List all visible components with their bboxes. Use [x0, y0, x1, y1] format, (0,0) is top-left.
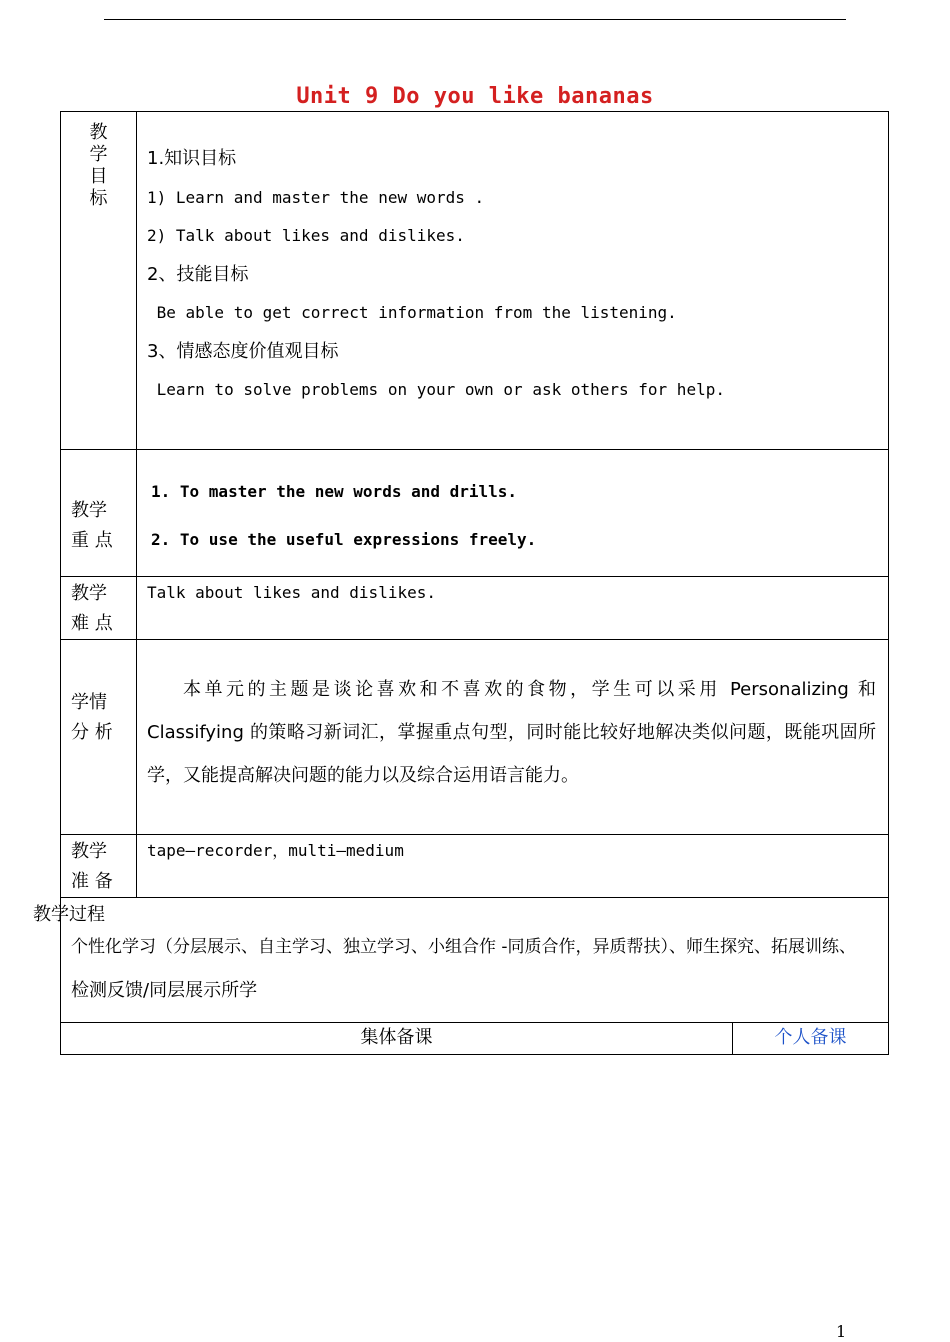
preparation-content: tape—recorder，multi—medium: [137, 835, 889, 898]
process-label: 教学过程: [33, 904, 105, 925]
header-rule: [104, 19, 846, 20]
key-points-label: 教学 重 点: [61, 450, 137, 577]
objective-line: 2、技能目标: [147, 263, 249, 285]
objectives-content: [137, 112, 889, 450]
objective-line: 2) Talk about likes and dislikes.: [147, 226, 465, 245]
objective-line: 3、情感态度价值观目标: [147, 340, 339, 362]
objective-line: 1) Learn and master the new words .: [147, 187, 485, 207]
personal-prep-header: 个人备课: [733, 1023, 889, 1055]
key-points-content: [137, 450, 889, 577]
analysis-text: 本单元的主题是谈论喜欢和不喜欢的食物，学生可以采用 Personalizing 和 Classifying 的策略习新词汇，掌握重点句型，同时能比较好地解决类似问题，既能巩固所学，又能提高解决问题的能力以及综合运用语言能力。: [147, 679, 876, 786]
page-number: 1: [836, 1322, 847, 1341]
objective-line: 1.知识目标: [147, 148, 237, 169]
objective-line: Be able to get correct information from the listening.: [147, 303, 677, 322]
row-analysis: [61, 640, 889, 835]
analysis-label: 学情 分 析: [61, 640, 137, 835]
process-line: 个性化学习（分层展示、自主学习、独立学习、小组合作 -同质合作，异质帮扶）、师生探究、拓展训练、: [71, 937, 857, 957]
row-objectives: [61, 112, 889, 450]
preparation-label: 教学 准 备: [61, 835, 137, 898]
document-title: Unit 9 Do you like bananas: [296, 84, 654, 109]
group-prep-header: 集体备课: [61, 1023, 733, 1055]
difficulties-label: 教学 难 点: [61, 577, 137, 640]
key-point-line: 1. To master the new words and drills.: [151, 482, 518, 501]
process-line: 检测反馈/同层展示所学: [71, 980, 258, 1001]
analysis-content: [137, 640, 889, 835]
key-point-line: 2. To use the useful expressions freely.: [151, 530, 537, 549]
row-difficulties: [61, 577, 889, 640]
row-key-points: [61, 450, 889, 577]
row-process: [61, 898, 889, 1023]
row-footer: [61, 1023, 889, 1055]
difficulties-content: Talk about likes and dislikes.: [137, 577, 889, 640]
row-preparation: [61, 835, 889, 898]
objective-line: Learn to solve problems on your own or ask others for help.: [147, 380, 725, 399]
objectives-label: 教 学 目 标: [61, 112, 137, 450]
lesson-plan-table: [33, 111, 889, 1055]
process-content: [33, 898, 889, 1023]
